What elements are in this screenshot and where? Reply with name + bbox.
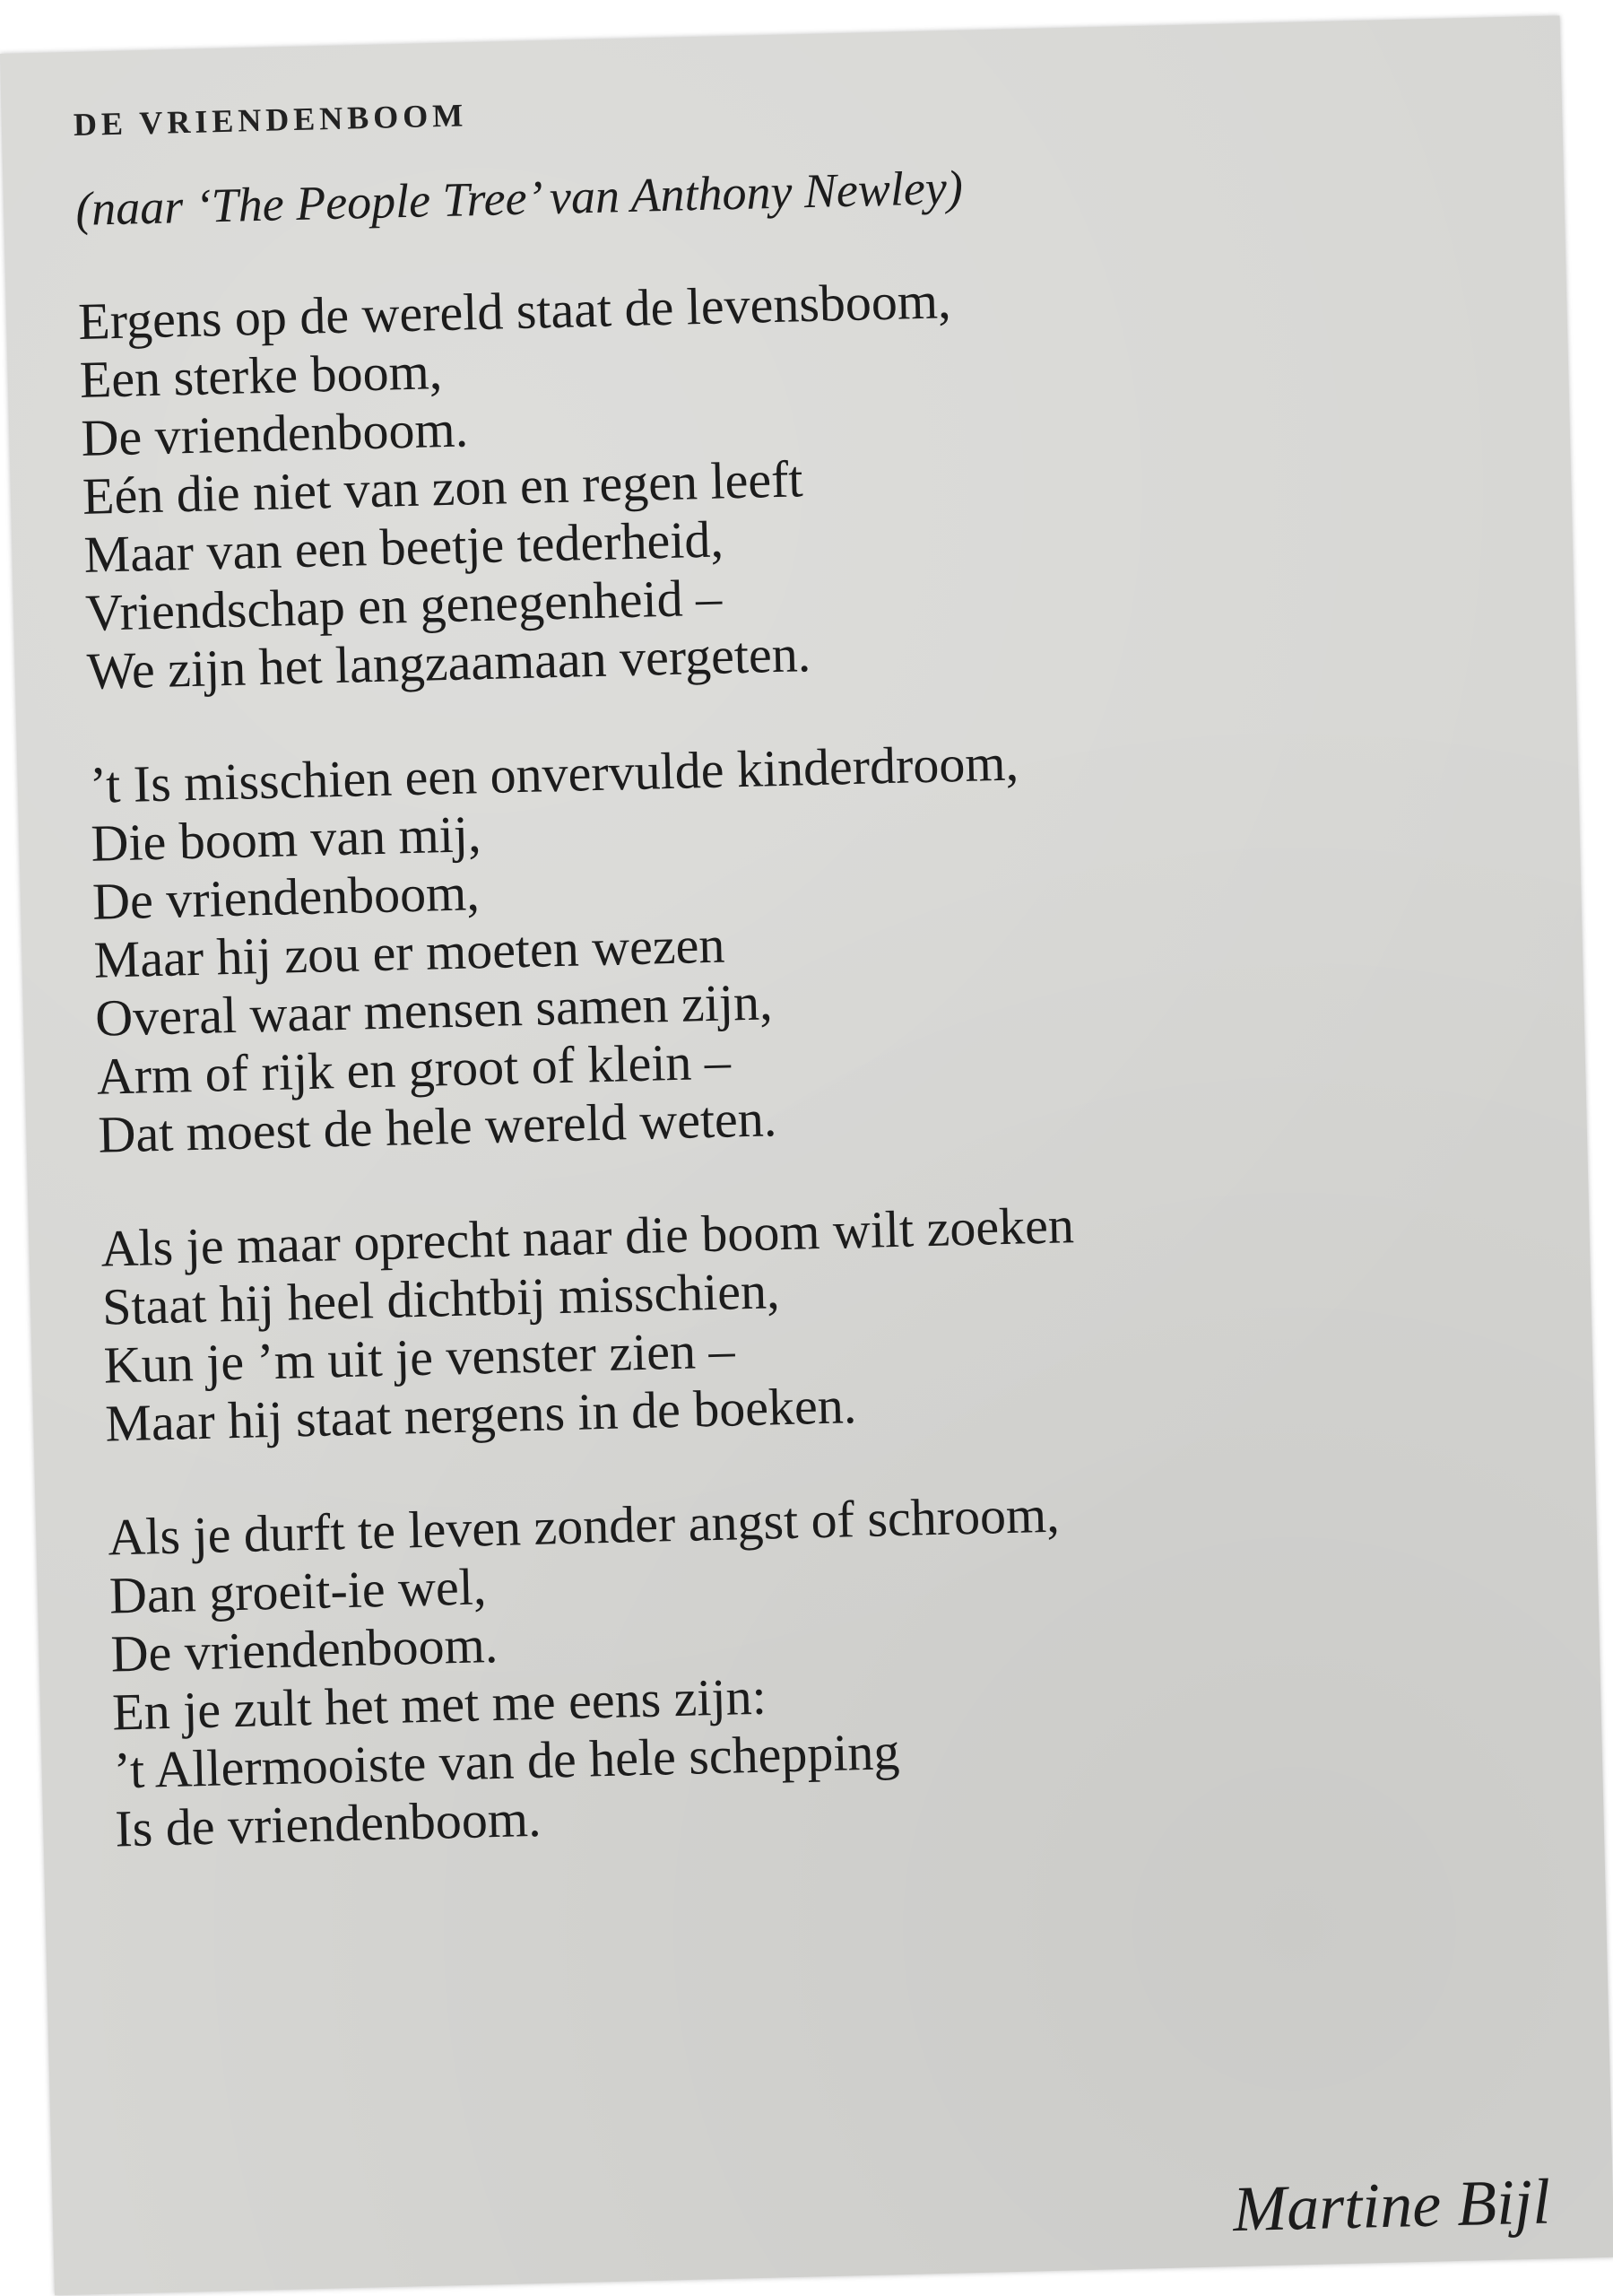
poem-line: En je zult het met me eens zijn: — [111, 1666, 767, 1742]
poem-line: Maar hij zou er moeten wezen — [92, 915, 726, 989]
poem-line: ’t Is misschien een onvervulde kinderdroom, — [89, 733, 1019, 814]
poem-line: Maar van een beetje tederheid, — [82, 509, 724, 584]
poem-line: Arm of rijk en groot of klein – — [96, 1031, 732, 1106]
poem-line: Ergens op de wereld staat de levensboom, — [77, 271, 952, 351]
poem-line: Die boom van mij, — [90, 804, 482, 873]
poem-line: Dan groeit-ie wel, — [108, 1557, 488, 1625]
poem-line: De vriendenboom. — [109, 1614, 499, 1683]
poem-line: Maar hij staat nergens in de boeken. — [104, 1376, 857, 1453]
poem-line: Staat hij heel dichtbij misschien, — [101, 1261, 781, 1336]
stanza-3 — [100, 1186, 1505, 1453]
poem-line: We zijn het langzaamaan vergeten. — [86, 624, 811, 700]
poem-subtitle: (naar ‘The People Tree’ van Anthony Newley) — [74, 160, 964, 236]
paper-sheet — [0, 15, 1613, 2295]
poem-line: Is de vriendenboom. — [114, 1788, 542, 1858]
poem-line: Een sterke boom, — [79, 342, 443, 409]
stanza-1 — [78, 258, 1487, 700]
poem-line: Overal waar mensen samen zijn, — [94, 972, 774, 1048]
poem-line: Dat moest de hele wereld weten. — [97, 1089, 777, 1164]
stanza-2 — [89, 722, 1497, 1164]
poem-line: De vriendenboom, — [91, 863, 481, 931]
stanza-4 — [108, 1474, 1514, 1857]
poem-author: Martine Bijl — [1232, 2165, 1551, 2246]
poem-line: Als je durft te leven zonder angst of schroom, — [107, 1484, 1061, 1567]
poem-line: Vriendschap en genegenheid – — [84, 568, 723, 642]
poem-line: Als je maar oprecht naar die boom wilt zoeken — [100, 1196, 1075, 1278]
poem-line: Kun je ’m uit je venster zien – — [102, 1320, 736, 1395]
poem-line: Eén die niet van zon en regen leeft — [82, 449, 804, 526]
poem-line: De vriendenboom. — [80, 399, 469, 467]
poem-title: DE VRIENDENBOOM — [73, 97, 468, 144]
poem-content — [73, 72, 1515, 1914]
poem-line: ’t Allermooiste van de hele schepping — [113, 1722, 901, 1800]
